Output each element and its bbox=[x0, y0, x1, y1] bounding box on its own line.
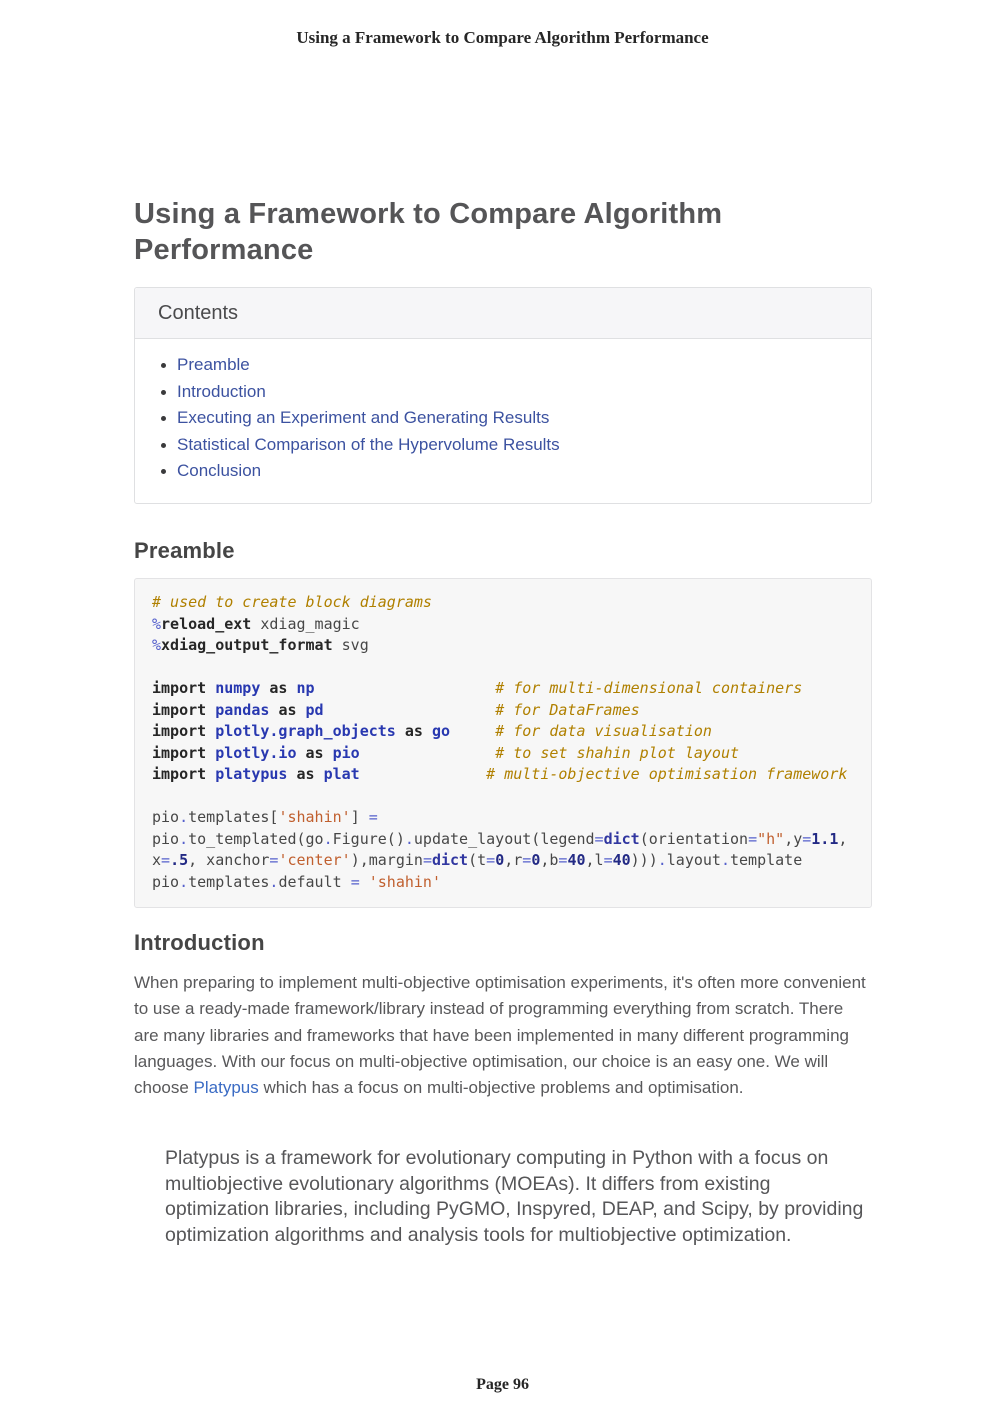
contents-body bbox=[135, 339, 871, 503]
toc-item bbox=[135, 458, 871, 485]
toc-link-executing-an-experiment[interactable]: Executing an Experiment and Generating Results bbox=[177, 408, 550, 427]
section-heading-introduction: Introduction bbox=[134, 930, 265, 955]
platypus-link[interactable]: Platypus bbox=[193, 1078, 259, 1098]
contents-heading: Contents bbox=[135, 288, 871, 339]
page-title: Using a Framework to Compare Algorithm Performance bbox=[134, 198, 723, 266]
toc-item bbox=[135, 379, 871, 406]
page-footer: Page 96 bbox=[476, 1376, 529, 1393]
code-block bbox=[134, 578, 872, 908]
platypus-blockquote: Platypus is a framework for evolutionary computing in Python with a focus on multiobjective evolutionary algorithms (MOEAs). It differs from existing optimization libraries, including PyGMO, Inspyred, DEAP, and Scipy, by providing optimization algorithms and analysis tools for multiobjective optimization. bbox=[165, 1147, 864, 1246]
contents-panel bbox=[134, 287, 872, 504]
toc-item bbox=[135, 352, 871, 379]
section-heading-preamble: Preamble bbox=[134, 538, 235, 563]
toc-item bbox=[135, 405, 871, 432]
code-pre: # used to create block diagrams %reload_ext xdiag_magic %xdiag_output_format svg import numpy as np # for multi-dimensional containers import pandas as pd # for DataFrames import plotly.graph_objects as go # for data visualisation import plotly.io as pio # to set shahin plot layout import platypus as plat # multi-objective optimisation framework pio.templates['shahin'] = pio.to_templated(go.Figure().update_layout(legend=dict(orientation="h",y=1.1, x=.5, xanchor='center'),margin=dict(t=0,r=0,b=40,l=40))).layout.template pio.templates.default = 'shahin' bbox=[152, 593, 848, 891]
paragraph-text: which has a focus on multi-objective problems and optimisation. bbox=[258, 1078, 744, 1098]
page-content bbox=[134, 0, 872, 1422]
toc-link-preamble[interactable]: Preamble bbox=[177, 355, 250, 374]
running-header: Using a Framework to Compare Algorithm Performance bbox=[296, 28, 709, 47]
toc-item bbox=[135, 432, 871, 459]
paragraph-text: When preparing to implement multi-objective optimisation experiments, it's often more convenient to use a ready-made framework/library instead of programming everything from scratch. There are many libraries and frameworks that have been implemented in many different programming languages. With our focus on multi-objective optimisation, our choice is an easy one. We will choose bbox=[134, 973, 866, 1098]
toc-link-conclusion[interactable]: Conclusion bbox=[177, 461, 262, 480]
intro-paragraph bbox=[134, 970, 872, 1101]
toc-link-introduction[interactable]: Introduction bbox=[177, 381, 266, 401]
toc-list bbox=[135, 352, 871, 485]
toc-link-statistical-comparison[interactable]: Statistical Comparison of the Hypervolume Results bbox=[177, 434, 560, 454]
